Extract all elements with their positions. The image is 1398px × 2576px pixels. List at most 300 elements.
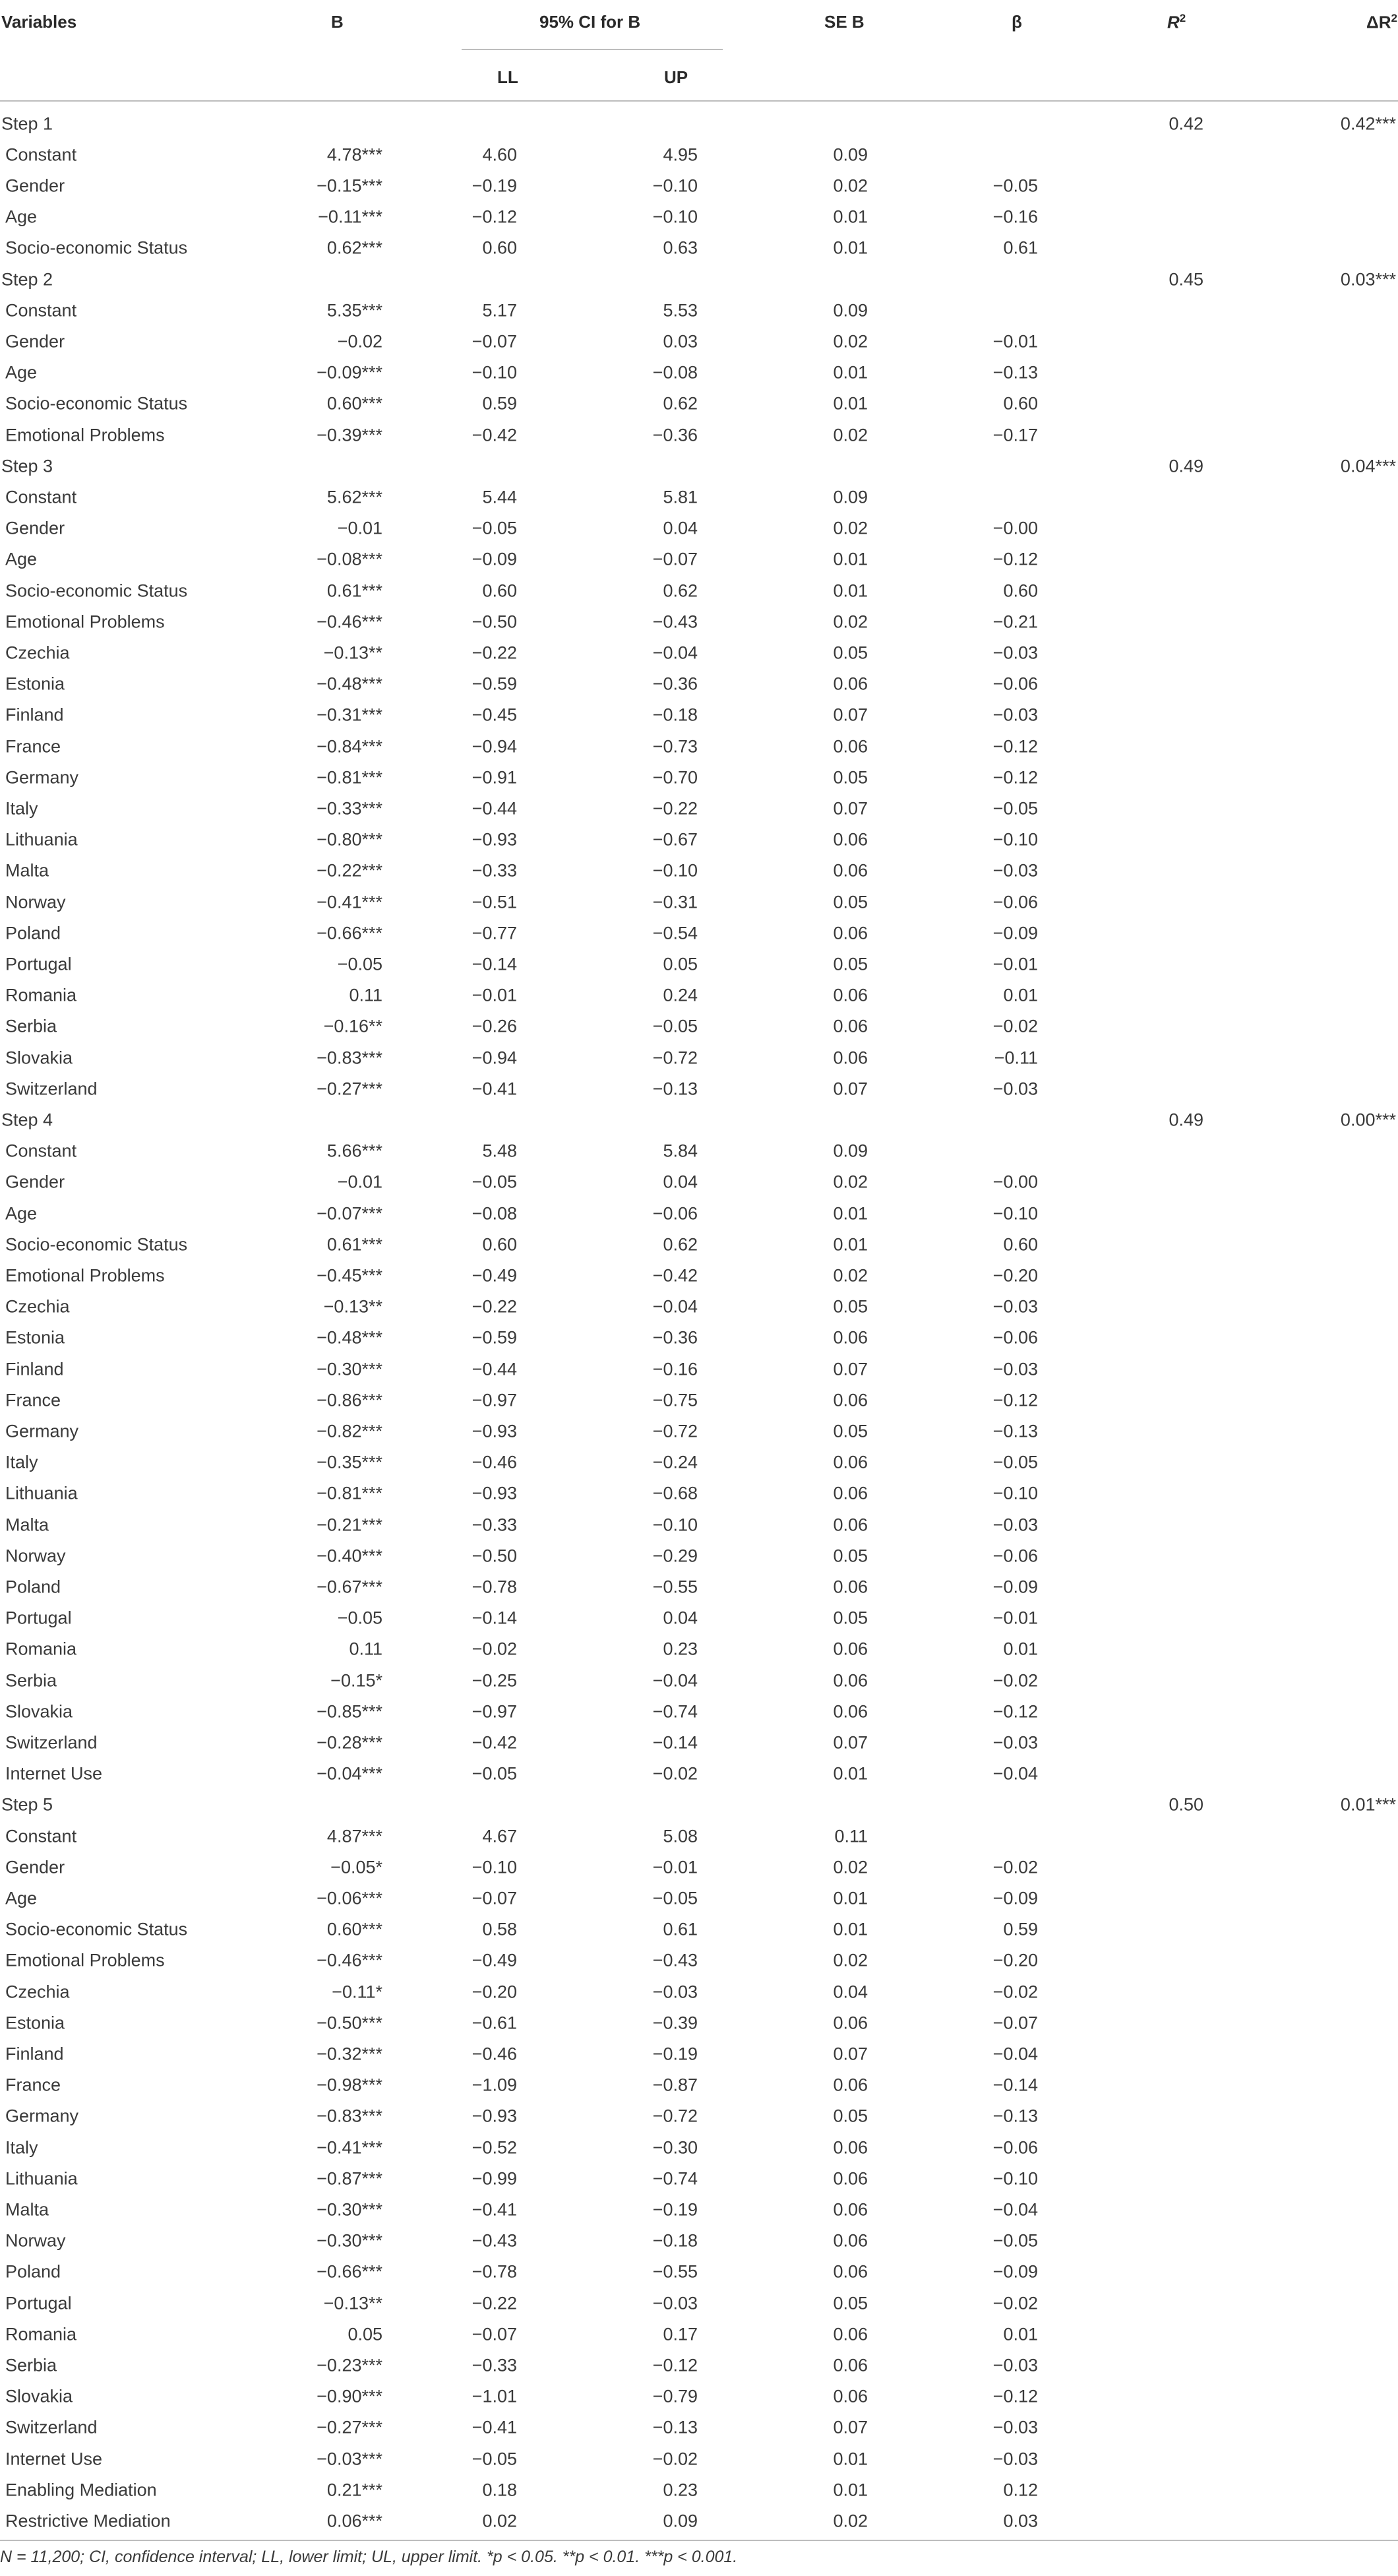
header-rule: [0, 100, 1398, 102]
step-row: [0, 108, 1398, 139]
se-b-value: 0.06: [833, 1515, 868, 1534]
se-b-value: 0.05: [833, 2106, 868, 2126]
up-value: 0.04: [663, 1608, 698, 1628]
up-value: −0.13: [652, 1079, 698, 1099]
table-row: [0, 1416, 1398, 1447]
beta-value: −0.02: [992, 1016, 1038, 1036]
variable-label: Portugal: [5, 1608, 72, 1628]
b-value: 0.11: [349, 985, 382, 1005]
b-value: −0.22***: [317, 860, 382, 881]
beta-value: −0.06: [992, 674, 1038, 694]
beta-value: −0.13: [992, 1421, 1038, 1441]
up-value: −0.10: [652, 1515, 698, 1534]
ll-value: 5.17: [482, 300, 517, 321]
up-value: −0.72: [652, 1421, 698, 1441]
beta-value: −0.03: [992, 1296, 1038, 1317]
ll-value: −0.22: [471, 1296, 517, 1317]
table-row: [0, 1727, 1398, 1758]
b-value: −0.30***: [317, 2199, 382, 2220]
variable-label: Gender: [5, 331, 65, 352]
se-b-value: 0.06: [833, 1639, 868, 1659]
step-label: Step 4: [1, 1110, 53, 1130]
up-value: −0.18: [652, 2230, 698, 2251]
up-value: −0.36: [652, 674, 698, 694]
beta-value: 0.01: [1003, 2324, 1038, 2344]
ll-value: 0.60: [482, 1234, 517, 1255]
table-row: [0, 389, 1398, 420]
ll-value: −0.25: [471, 1670, 517, 1690]
table-row: [0, 2288, 1398, 2319]
b-value: −0.01: [337, 518, 382, 538]
up-value: 0.62: [663, 1234, 698, 1255]
up-value: −0.05: [652, 1016, 698, 1036]
beta-value: −0.01: [992, 331, 1038, 352]
table-row: [0, 2319, 1398, 2350]
table-row: [0, 1167, 1398, 1198]
variable-label: Gender: [5, 1857, 65, 1877]
se-b-value: 0.06: [833, 1327, 868, 1348]
table-row: [0, 731, 1398, 762]
b-value: 0.60***: [326, 1919, 382, 1939]
beta-value: −0.12: [992, 736, 1038, 756]
up-value: −0.22: [652, 798, 698, 819]
b-value: −0.81***: [317, 767, 382, 788]
b-value: −0.45***: [317, 1265, 382, 1286]
variable-label: Germany: [5, 1421, 79, 1441]
se-b-value: 0.02: [833, 2511, 868, 2531]
table-row: [0, 139, 1398, 170]
variable-label: Germany: [5, 767, 79, 788]
se-b-value: 0.02: [833, 1857, 868, 1877]
variable-label: Italy: [5, 798, 38, 819]
variable-label: Poland: [5, 2261, 61, 2282]
table-row: [0, 420, 1398, 451]
se-b-value: 0.06: [833, 2168, 868, 2189]
b-value: −0.21***: [317, 1515, 382, 1534]
up-value: 0.04: [663, 1172, 698, 1192]
up-value: 0.24: [663, 985, 698, 1005]
header-delta-r2: $\Delta R^2$: [1366, 12, 1397, 32]
ll-value: −0.41: [471, 1079, 517, 1099]
up-value: 0.03: [663, 331, 698, 352]
beta-value: −0.00: [992, 1172, 1038, 1192]
se-b-value: 0.06: [833, 2230, 868, 2251]
beta-value: 0.60: [1003, 393, 1038, 414]
variable-label: Serbia: [5, 2355, 57, 2375]
se-b-value: 0.05: [833, 767, 868, 788]
up-value: 0.09: [663, 2511, 698, 2531]
variable-label: Czechia: [5, 643, 70, 663]
up-value: −0.42: [652, 1265, 698, 1286]
variable-label: Gender: [5, 175, 65, 196]
variable-label: Lithuania: [5, 829, 78, 850]
table-row: [0, 2412, 1398, 2443]
table-row: [0, 1540, 1398, 1571]
header-beta: β: [1012, 12, 1022, 32]
b-value: −0.30***: [317, 2230, 382, 2251]
b-value: −0.66***: [317, 923, 382, 943]
variable-label: Lithuania: [5, 2168, 78, 2189]
ll-value: 0.58: [482, 1919, 517, 1939]
se-b-value: 0.06: [833, 1577, 868, 1597]
step-row: [0, 1104, 1398, 1135]
beta-value: −0.03: [992, 2417, 1038, 2437]
variable-label: Estonia: [5, 2013, 65, 2033]
ll-value: −0.44: [471, 1359, 517, 1379]
table-row: [0, 1198, 1398, 1229]
ci-header-rule: [462, 49, 723, 50]
b-value: −0.83***: [317, 2106, 382, 2126]
ll-value: 5.44: [482, 487, 517, 507]
table-row: [0, 2505, 1398, 2536]
b-value: −0.31***: [317, 705, 382, 725]
b-value: −0.16**: [323, 1016, 382, 1036]
ll-value: −0.93: [471, 1421, 517, 1441]
b-value: −0.03***: [317, 2449, 382, 2468]
beta-value: −0.03: [992, 705, 1038, 725]
se-b-value: 0.06: [833, 860, 868, 881]
up-value: 0.04: [663, 518, 698, 538]
b-value: −0.33***: [317, 798, 382, 819]
variable-label: Socio-economic Status: [5, 581, 188, 600]
table-row: [0, 2132, 1398, 2163]
table-row: [0, 1509, 1398, 1540]
b-value: 5.35***: [326, 300, 382, 321]
se-b-value: 0.09: [833, 144, 868, 165]
table-row: [0, 2350, 1398, 2381]
ll-value: −0.78: [471, 2261, 517, 2282]
table-row: [0, 544, 1398, 575]
se-b-value: 0.04: [833, 1982, 868, 2001]
b-value: −0.13**: [323, 643, 382, 663]
table-row: [0, 202, 1398, 233]
se-b-value: 0.05: [833, 1296, 868, 1317]
b-value: −0.05*: [330, 1857, 382, 1877]
beta-value: 0.01: [1003, 1639, 1038, 1659]
variable-label: Norway: [5, 1546, 66, 1566]
ll-value: −0.05: [471, 1763, 517, 1784]
table-row: [0, 170, 1398, 201]
ll-value: −0.10: [471, 362, 517, 383]
beta-value: −0.10: [992, 1203, 1038, 1223]
b-value: 0.61***: [326, 1234, 382, 1255]
b-value: −0.13**: [323, 2293, 382, 2313]
up-value: −0.74: [652, 2168, 698, 2189]
se-b-value: 0.01: [833, 1919, 868, 1939]
table-row: [0, 575, 1398, 606]
b-value: −0.05: [337, 1608, 382, 1628]
se-b-value: 0.09: [833, 300, 868, 321]
ll-value: −0.08: [471, 1203, 517, 1223]
variable-label: Malta: [5, 860, 49, 881]
table-row: [0, 1260, 1398, 1291]
beta-value: −0.04: [992, 2044, 1038, 2064]
up-value: −0.10: [652, 175, 698, 196]
beta-value: −0.02: [992, 2293, 1038, 2313]
variable-label: Romania: [5, 2324, 77, 2344]
variable-label: Italy: [5, 1452, 38, 1472]
ll-value: −0.97: [471, 1390, 517, 1410]
header-up: UP: [664, 67, 688, 87]
se-b-value: 0.05: [833, 1546, 868, 1566]
b-value: −0.82***: [317, 1421, 382, 1441]
ll-value: −0.10: [471, 1857, 517, 1877]
variable-label: Constant: [5, 144, 77, 165]
variable-label: Gender: [5, 518, 65, 538]
up-value: −0.74: [652, 1701, 698, 1722]
table-row: [0, 1229, 1398, 1260]
beta-value: −0.17: [992, 425, 1038, 445]
b-value: −0.35***: [317, 1452, 382, 1472]
step-row: [0, 1790, 1398, 1821]
ll-value: −0.12: [471, 206, 517, 227]
header-variables: Variables: [1, 12, 77, 32]
ll-value: −0.07: [471, 1888, 517, 1908]
table-row: [0, 949, 1398, 980]
r2-value: 0.49: [1169, 456, 1203, 476]
beta-value: −0.06: [992, 1327, 1038, 1348]
up-value: 0.23: [663, 1639, 698, 1659]
se-b-value: 0.06: [833, 1670, 868, 1690]
up-value: −0.36: [652, 1327, 698, 1348]
b-value: −0.23***: [317, 2355, 382, 2375]
b-value: −0.83***: [317, 1048, 382, 1067]
beta-value: −0.16: [992, 206, 1038, 227]
beta-value: −0.12: [992, 549, 1038, 569]
ll-value: −1.01: [471, 2386, 517, 2406]
variable-label: Age: [5, 206, 38, 227]
up-value: 0.61: [663, 1919, 698, 1939]
b-value: 0.21***: [326, 2480, 382, 2500]
table-row: [0, 2101, 1398, 2132]
variable-label: Finland: [5, 1359, 64, 1379]
variable-label: Internet Use: [5, 2449, 103, 2468]
se-b-value: 0.01: [833, 581, 868, 600]
beta-value: −0.02: [992, 1982, 1038, 2001]
header-ci: 95% CI for B: [539, 12, 641, 32]
variable-label: Serbia: [5, 1016, 57, 1036]
b-value: −0.27***: [317, 1079, 382, 1099]
variable-label: Switzerland: [5, 2417, 98, 2437]
variable-label: Norway: [5, 2230, 66, 2251]
table-row: [0, 326, 1398, 357]
r2-value: 0.49: [1169, 1110, 1203, 1130]
ll-value: −0.33: [471, 860, 517, 881]
up-value: −0.36: [652, 425, 698, 445]
step-label: Step 3: [1, 456, 53, 476]
table-row: [0, 2194, 1398, 2225]
b-value: 0.11: [349, 1639, 382, 1659]
ll-value: −0.41: [471, 2417, 517, 2437]
ll-value: −0.22: [471, 643, 517, 663]
beta-value: −0.03: [992, 1079, 1038, 1099]
table-row: [0, 1852, 1398, 1883]
table-row: [0, 513, 1398, 544]
b-value: −0.11*: [332, 1982, 382, 2001]
se-b-value: 0.01: [833, 2480, 868, 2500]
se-b-value: 0.01: [833, 393, 868, 414]
table-row: [0, 2007, 1398, 2038]
se-b-value: 0.06: [833, 1390, 868, 1410]
variable-label: Serbia: [5, 1670, 57, 1690]
b-value: −0.66***: [317, 2261, 382, 2282]
beta-value: −0.20: [992, 1950, 1038, 1970]
beta-value: −0.09: [992, 1577, 1038, 1597]
b-value: −0.30***: [317, 1359, 382, 1379]
r2-value: 0.42: [1169, 113, 1203, 133]
se-b-value: 0.06: [833, 1048, 868, 1067]
table-row: [0, 1759, 1398, 1790]
ll-value: −0.50: [471, 1546, 517, 1566]
beta-value: 0.60: [1003, 1234, 1038, 1255]
table-row: [0, 762, 1398, 793]
se-b-value: 0.01: [833, 549, 868, 569]
up-value: −0.70: [652, 767, 698, 788]
se-b-value: 0.06: [833, 736, 868, 756]
table-row: [0, 295, 1398, 326]
beta-value: −0.03: [992, 2449, 1038, 2468]
ll-value: −1.09: [471, 2075, 517, 2095]
se-b-value: 0.07: [833, 1359, 868, 1379]
ll-value: 0.60: [482, 237, 517, 258]
up-value: −0.03: [652, 1982, 698, 2001]
ll-value: −0.05: [471, 518, 517, 538]
se-b-value: 0.01: [833, 1888, 868, 1908]
se-b-value: 0.06: [833, 2013, 868, 2033]
ll-value: 4.60: [482, 144, 517, 165]
table-row: [0, 2163, 1398, 2194]
beta-value: −0.03: [992, 1359, 1038, 1379]
ll-value: 4.67: [482, 1826, 517, 1846]
b-value: −0.39***: [317, 425, 382, 445]
table-row: [0, 233, 1398, 264]
up-value: −0.13: [652, 2417, 698, 2437]
se-b-value: 0.02: [833, 1950, 868, 1970]
se-b-value: 0.06: [833, 2261, 868, 2282]
variable-label: Age: [5, 1203, 38, 1223]
ll-value: −0.44: [471, 798, 517, 819]
se-b-value: 0.06: [833, 1701, 868, 1722]
se-b-value: 0.05: [833, 1608, 868, 1628]
beta-value: −0.20: [992, 1265, 1038, 1286]
beta-value: 0.12: [1003, 2480, 1038, 2500]
se-b-value: 0.07: [833, 705, 868, 725]
se-b-value: 0.06: [833, 674, 868, 694]
beta-value: −0.05: [992, 1452, 1038, 1472]
up-value: −0.68: [652, 1483, 698, 1503]
se-b-value: 0.02: [833, 518, 868, 538]
table-row: [0, 1073, 1398, 1104]
table-row: [0, 793, 1398, 824]
variable-label: Age: [5, 1888, 38, 1908]
se-b-value: 0.06: [833, 2386, 868, 2406]
variable-label: Czechia: [5, 1296, 70, 1317]
ll-value: −0.07: [471, 2324, 517, 2344]
b-value: −0.01: [337, 1172, 382, 1192]
table-row: [0, 887, 1398, 918]
table-row: [0, 2070, 1398, 2101]
up-value: −0.55: [652, 2261, 698, 2282]
up-value: −0.16: [652, 1359, 698, 1379]
table-row: [0, 482, 1398, 513]
up-value: −0.01: [652, 1857, 698, 1877]
up-value: −0.43: [652, 1950, 698, 1970]
b-value: −0.41***: [317, 2137, 382, 2157]
b-value: −0.11***: [318, 206, 382, 227]
variable-label: Age: [5, 549, 38, 569]
variable-label: Malta: [5, 1515, 49, 1534]
ll-value: −0.05: [471, 1172, 517, 1192]
se-b-value: 0.01: [833, 1763, 868, 1784]
ll-value: −0.07: [471, 331, 517, 352]
table-row: [0, 1821, 1398, 1852]
b-value: −0.84***: [317, 736, 382, 756]
up-value: −0.10: [652, 860, 698, 881]
ll-value: −0.59: [471, 674, 517, 694]
b-value: −0.06***: [317, 1888, 382, 1908]
table-row: [0, 358, 1398, 389]
beta-value: −0.01: [992, 954, 1038, 974]
b-value: −0.87***: [317, 2168, 382, 2189]
variable-label: Finland: [5, 2044, 64, 2064]
variable-label: Constant: [5, 1826, 77, 1846]
table-row: [0, 1292, 1398, 1323]
se-b-value: 0.06: [833, 1483, 868, 1503]
variable-label: Emotional Problems: [5, 425, 165, 445]
up-value: 0.05: [663, 954, 698, 974]
b-value: 0.06***: [326, 2511, 382, 2531]
table-row: [0, 1042, 1398, 1073]
up-value: −0.02: [652, 1763, 698, 1784]
header-se-b: SE B: [824, 12, 865, 32]
up-value: −0.29: [652, 1546, 698, 1566]
beta-value: −0.21: [992, 612, 1038, 632]
ll-value: −0.97: [471, 1701, 517, 1722]
beta-value: −0.09: [992, 1888, 1038, 1908]
up-value: 0.62: [663, 393, 698, 414]
table-row: [0, 1914, 1398, 1945]
variable-label: Socio-economic Status: [5, 1919, 188, 1939]
beta-value: −0.02: [992, 1857, 1038, 1877]
beta-value: −0.03: [992, 860, 1038, 881]
variable-label: Estonia: [5, 1327, 65, 1348]
b-value: −0.50***: [317, 2013, 382, 2033]
ll-value: −0.94: [471, 1048, 517, 1067]
ll-value: −0.61: [471, 2013, 517, 2033]
up-value: −0.19: [652, 2199, 698, 2220]
table-row: [0, 856, 1398, 887]
table-row: [0, 918, 1398, 949]
table-row: [0, 1385, 1398, 1416]
ll-value: −0.09: [471, 549, 517, 569]
r2-value: 0.45: [1169, 269, 1203, 289]
variable-label: Emotional Problems: [5, 1950, 165, 1970]
up-value: −0.05: [652, 1888, 698, 1908]
beta-value: −0.05: [992, 2230, 1038, 2251]
beta-value: −0.10: [992, 1483, 1038, 1503]
up-value: 0.17: [663, 2324, 698, 2344]
b-value: 4.87***: [326, 1826, 382, 1846]
variable-label: France: [5, 2075, 61, 2095]
variable-label: Internet Use: [5, 1763, 103, 1784]
delta-r2-value: 0.00***: [1340, 1110, 1396, 1130]
table-row: [0, 825, 1398, 856]
header-b: B: [331, 12, 344, 32]
b-value: −0.09***: [317, 362, 382, 383]
variable-label: Socio-economic Status: [5, 1234, 188, 1255]
ll-value: −0.19: [471, 175, 517, 196]
b-value: −0.04***: [317, 1763, 382, 1784]
